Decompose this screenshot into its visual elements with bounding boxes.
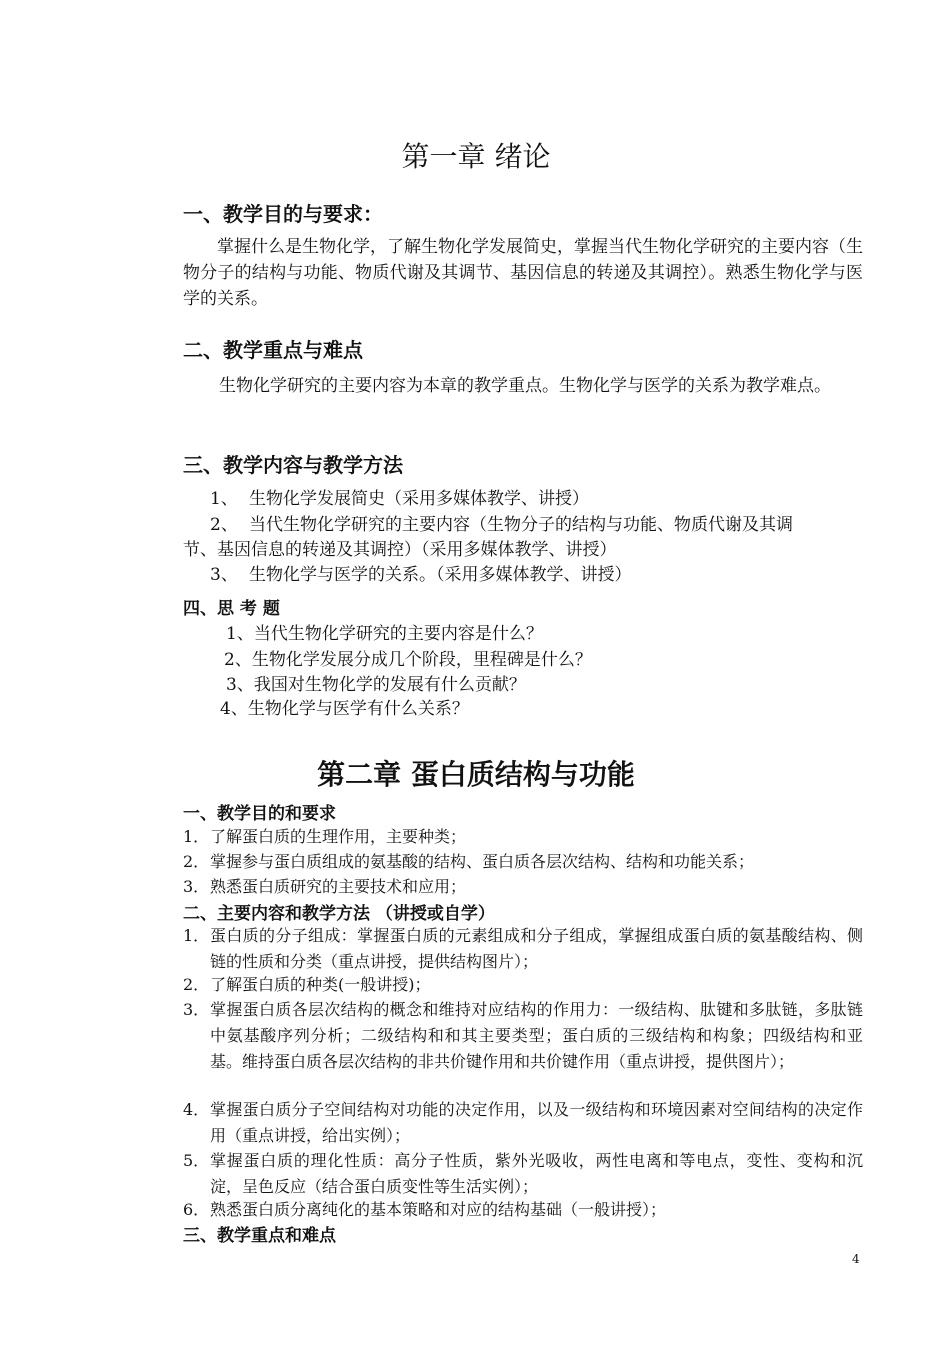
ch2-list-text: 熟悉蛋白质分离纯化的基本策略和对应的结构基础（一般讲授）；: [210, 1200, 667, 1219]
ch2-list-num: 5．: [183, 1151, 210, 1170]
ch2-list-num: 3．: [183, 1000, 210, 1019]
ch1-section3-heading: 三、教学内容与教学方法: [183, 453, 403, 477]
ch1-section2-heading: 二、教学重点与难点: [183, 338, 363, 362]
ch2-list-text: 掌握蛋白质各层次结构的概念和维持对应结构的作用力：一级结构、肽键和多肽链，多肽链中氨基酸序列分析；二级结构和和其主要类型；蛋白质的三级结构和构象；四级结构和亚基。维持蛋白质各层次结构的非共价键作用和共价键作用（重点讲授，提供图片）；: [210, 1000, 863, 1071]
ch2-list-num: 6．: [183, 1200, 210, 1219]
ch2-list-text: 熟悉蛋白质研究的主要技术和应用；: [210, 877, 467, 896]
page-number: 4: [852, 1252, 860, 1266]
ch1-section1-paragraph: 掌握什么是生物化学，了解生物化学发展简史，掌握当代生物化学研究的主要内容（生物分子的结构与功能、物质代谢及其调节、基因信息的转递及其调控）。熟悉生物化学与医学的关系。: [183, 237, 863, 309]
ch2-section2-heading: 二、主要内容和教学方法 （讲授或自学）: [183, 904, 495, 924]
ch2-list-num: 1．: [183, 827, 210, 846]
ch1-section2-paragraph: 生物化学研究的主要内容为本章的教学重点。生物化学与医学的关系为教学难点。: [219, 376, 831, 396]
ch2-list-num: 1．: [183, 926, 210, 945]
ch1-question: 4、生物化学与医学有什么关系？: [220, 699, 469, 719]
ch2-section1-heading: 一、教学目的和要求: [183, 804, 336, 824]
ch1-list-text-continued: 节、基因信息的转递及其调控）（采用多媒体教学、讲授）: [183, 540, 617, 560]
ch2-list-num: 2．: [183, 852, 210, 871]
ch1-section4-heading: 四、思 考 题: [183, 599, 280, 619]
ch1-list-text: 生物化学与医学的关系。（采用多媒体教学、讲授）: [249, 565, 632, 585]
ch2-list-num: 4．: [183, 1100, 210, 1119]
ch1-question: 2、生物化学发展分成几个阶段，里程碑是什么？: [224, 650, 592, 670]
ch2-list-text: 掌握蛋白质分子空间结构对功能的决定作用，以及一级结构和环境因素对空间结构的决定作用（重点讲授，给出实例）；: [210, 1100, 863, 1145]
ch2-list-text: 掌握蛋白质的理化性质：高分子性质，紫外光吸收，两性电离和等电点，变性、变构和沉淀，呈色反应（结合蛋白质变性等生活实例）；: [210, 1151, 863, 1196]
ch1-section1-heading: 一、教学目的与要求：: [183, 202, 383, 226]
ch2-list-text: 了解蛋白质的生理作用，主要种类；: [210, 827, 467, 846]
ch2-list-num: 2．: [183, 975, 210, 994]
chapter2-title: 第二章 蛋白质结构与功能: [317, 758, 635, 791]
ch1-list-text: 生物化学发展简史（采用多媒体教学、讲授）: [249, 489, 589, 509]
ch1-list-text: 当代生物化学研究的主要内容（生物分子的结构与功能、物质代谢及其调: [249, 515, 793, 535]
ch2-list-text: 了解蛋白质的种类(一般讲授)；: [210, 975, 431, 994]
ch1-list-num: 2、: [210, 515, 238, 535]
ch1-list-num: 3、: [210, 565, 238, 585]
ch1-question: 1、当代生物化学研究的主要内容是什么？: [226, 624, 543, 644]
ch2-list-text: 蛋白质的分子组成：掌握蛋白质的元素组成和分子组成，掌握组成蛋白质的氨基酸结构、侧链的性质和分类（重点讲授，提供结构图片）；: [210, 926, 863, 971]
ch2-list-text: 掌握参与蛋白质组成的氨基酸的结构、蛋白质各层次结构、结构和功能关系；: [210, 852, 755, 871]
ch1-list-num: 1、: [210, 489, 238, 509]
ch2-list-num: 3．: [183, 877, 210, 896]
ch1-question: 3、我国对生物化学的发展有什么贡献？: [226, 675, 526, 695]
ch2-section3-heading: 三、教学重点和难点: [183, 1226, 336, 1246]
chapter1-title: 第一章 绪论: [401, 140, 551, 173]
